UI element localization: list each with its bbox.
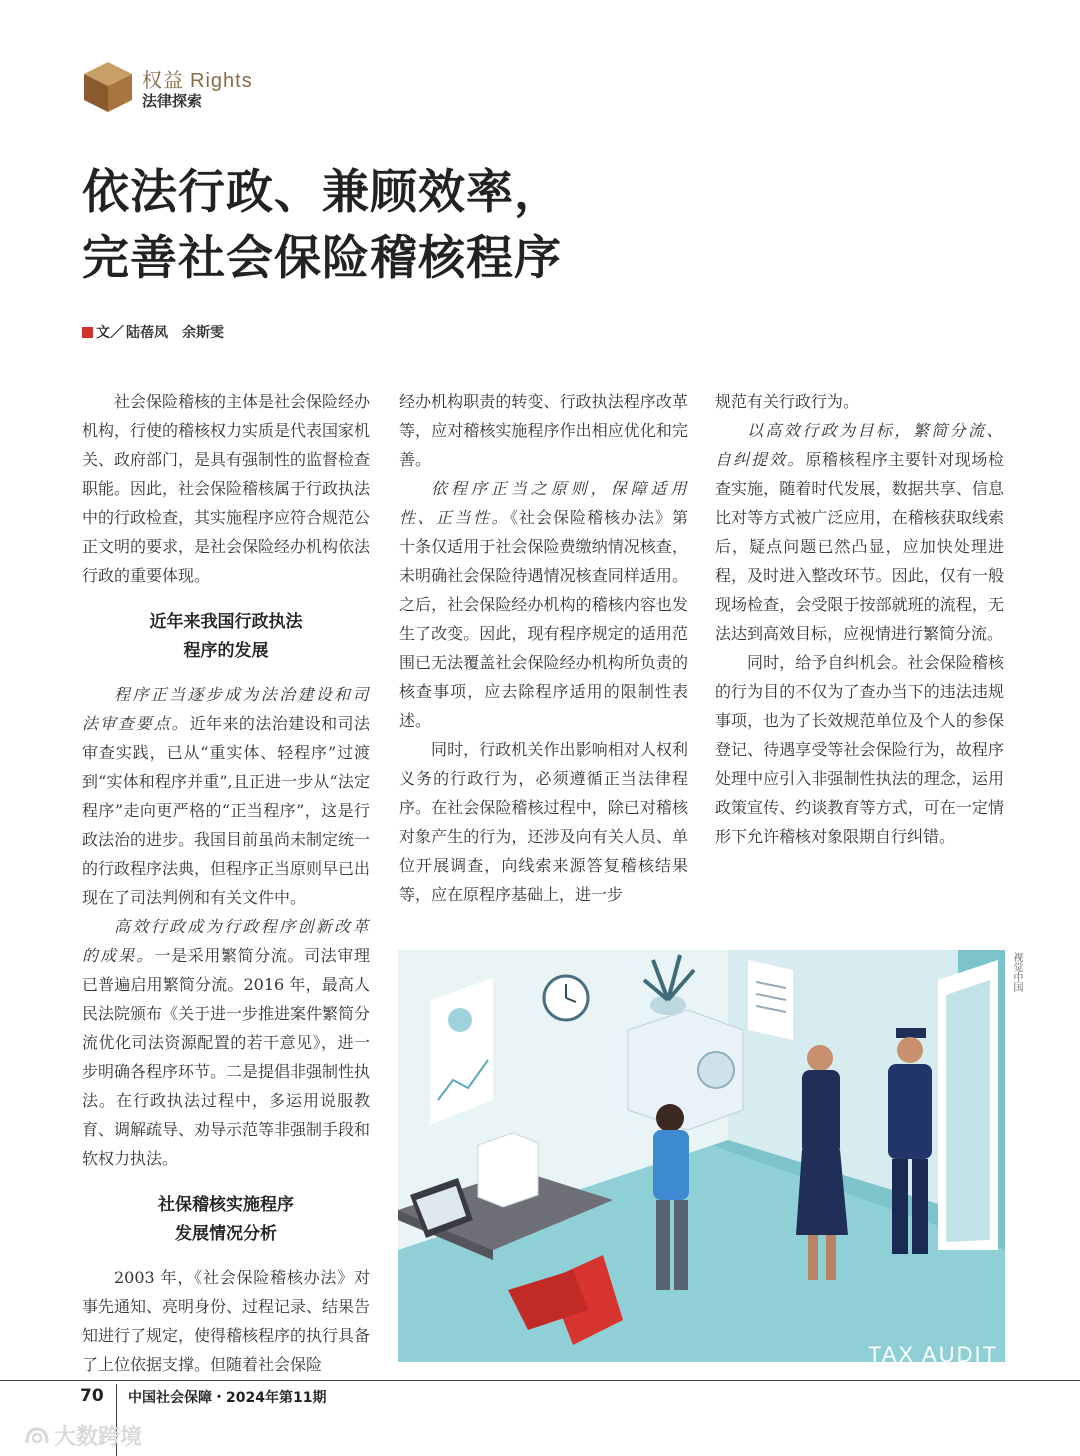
watermark: 大数跨境 <box>24 1420 142 1451</box>
lead-phrase: 以高效行政为目标，繁简分流、自纠提效。 <box>715 421 1004 469</box>
paragraph: 规范有关行政行为。 <box>715 392 860 411</box>
byline-authors: 陆蓓凤 余斯雯 <box>126 325 224 341</box>
column-2 <box>399 387 688 909</box>
chart-poster <box>430 978 493 1125</box>
office-scene-image <box>398 950 1005 1362</box>
paragraph: 经办机构职责的转变、行政执法程序改革等，应对稽核实施程序作出相应优化和完善。 <box>399 392 688 469</box>
watermark-logo-icon <box>24 1425 50 1447</box>
section-label: 权益 Rights <box>142 68 253 92</box>
section-heading: 近年来我国行政执法 程序的发展 <box>149 612 303 661</box>
article-title <box>82 160 982 292</box>
tax-audit-sign: TAX AUDIT <box>868 1342 999 1362</box>
paragraph: 程序正当逐步成为法治建设和司法审查要点。近年来的法治建设和司法审查实践，已从“重实体、轻程序”过渡到“实体和程序并重”,且正进一步从“法定程序”走向更严格的“正当程序”，这是行政法治的进步。我国目前虽尚未制定统一的行政程序法典，但程序正当原则早已出现在了司法判例和有关文件中。 <box>82 685 371 907</box>
title-line-1: 依法行政、兼顾效率， <box>82 165 562 220</box>
publication-name: 中国社会保障・2024年第11期 <box>128 1390 327 1406</box>
document-poster <box>748 960 793 1040</box>
tax-audit-illustration <box>398 950 1005 1362</box>
footer-rule <box>0 1380 1080 1381</box>
lead-phrase: 依程序正当之原则，保障适用性、正当性。 <box>399 479 688 527</box>
brand-cube-icon <box>80 58 136 114</box>
paragraph: 社会保险稽核的主体是社会保险经办机构，行使的稽核权力实质是代表国家机关、政府部门，是具有强制性的监督检查职能。因此，社会保险稽核属于行政执法中的行政检查，其实施程序应符合规范公正文明的要求，是社会保险经办机构依法行政的重要体现。 <box>82 392 371 585</box>
paragraph: 2003 年，《社会保险稽核办法》对事先通知、亮明身份、过程记录、结果告知进行了规定，使得稽核程序的执行具备了上位依据支撑。但随着社会保险 <box>82 1268 371 1374</box>
paragraph: 同时，给予自纠机会。社会保险稽核的行为目的不仅为了查办当下的违法违规事项，也为了长效规范单位及个人的参保登记、待遇享受等社会保险行为，故程序处理中应引入非强制性执法的理念，运用政策宣传、约谈教育等方式，可在一定情形下允许稽核对象限期自行纠错。 <box>715 653 1004 846</box>
section-heading: 社保稽核实施程序 发展情况分析 <box>158 1195 294 1244</box>
paragraph: 依程序正当之原则，保障适用性、正当性。《社会保险稽核办法》第十条仅适用于社会保险费缴纳情况核查，未明确社会保险待遇情况核查同样适用。之后，社会保险经办机构的稽核内容也发生了改变。因此，现有程序规定的适用范围已无法覆盖社会保险经办机构所负责的核查事项，应去除程序适用的限制性表述。 <box>399 479 688 730</box>
page-number: 70 <box>80 1386 104 1406</box>
image-credit: 视觉中国 <box>1011 952 1022 992</box>
paragraph: 同时，行政机关作出影响相对人权利义务的行政行为，必须遵循正当法律程序。在社会保险稽核过程中，除已对稽核对象产生的行为，还涉及向有关人员、单位开展调查，向线索来源答复稽核结果等，应在原程序基础上，进一步 <box>399 740 688 904</box>
subsection-label: 法律探索 <box>142 92 203 110</box>
byline <box>82 322 224 342</box>
column-1 <box>82 387 370 1379</box>
safe-dial-icon <box>698 1052 734 1088</box>
lead-phrase: 程序正当逐步成为法治建设和司法审查要点。 <box>82 685 370 733</box>
paragraph: 以高效行政为目标，繁简分流、自纠提效。原稽核程序主要针对现场检查实施，随着时代发展，数据共享、信息比对等方式被广泛应用，在稽核获取线索后，疑点问题已然凸显，应加快处理进程，及时进入整改环节。因此，仅有一般现场检查，会受限于按部就班的流程，无法达到高效目标，应视情进行繁简分流。 <box>715 421 1004 643</box>
byline-marker <box>82 327 93 338</box>
paragraph: 高效行政成为行政程序创新改革的成果。一是采用繁简分流。司法审理已普遍启用繁简分流。2016 年，最高人民法院颁布《关于进一步推进案件繁简分流优化司法资源配置的若干意见》，进一步明确各程序环节。二是提倡非强制性执法。在行政执法过程中，多运用说服教育、调解疏导、劝导示范等非强制手段和软权力执法。 <box>82 917 371 1168</box>
lead-phrase: 高效行政成为行政程序创新改革的成果。 <box>82 917 370 965</box>
column-3 <box>715 387 1004 851</box>
title-line-2: 完善社会保险稽核程序 <box>82 231 562 286</box>
byline-prefix: 文／ <box>96 325 124 341</box>
